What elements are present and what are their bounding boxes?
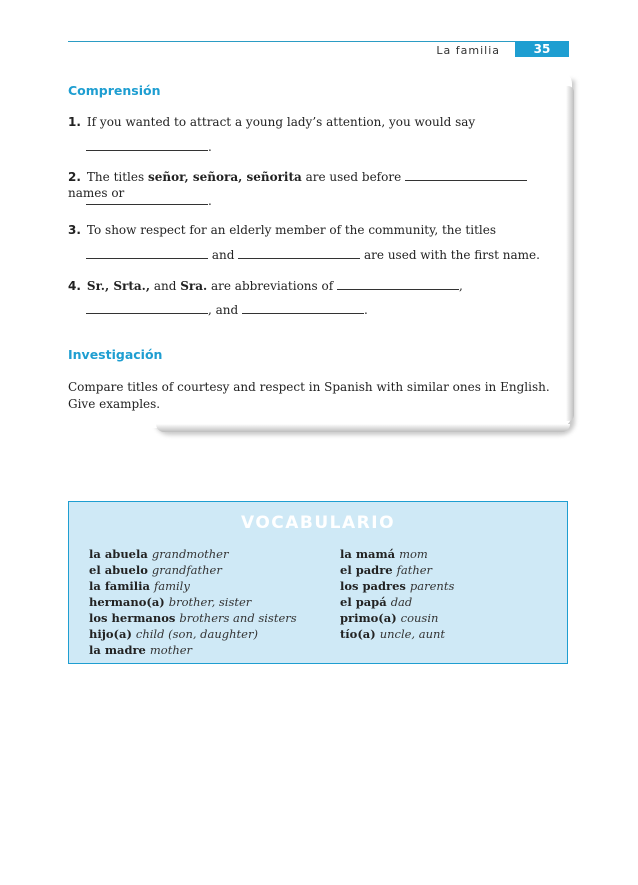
vocabulary-entry	[89, 642, 297, 658]
vocabulary-term: hermano(a)	[89, 595, 165, 609]
vocabulary-definition: family	[153, 579, 190, 593]
vocabulary-entry	[89, 594, 297, 610]
vocabulary-definition: mom	[399, 547, 428, 561]
question-4: 4. Sr., Srta., and Sra. are abbreviations of ,	[68, 279, 463, 293]
q4-answer-line: , and .	[86, 301, 368, 317]
q2-number: 2.	[68, 170, 81, 184]
q1-blank[interactable]	[86, 138, 208, 151]
card-edge-bottom	[156, 424, 570, 432]
vocabulary-definition: dad	[390, 595, 413, 609]
vocabulary-definition: uncle, aunt	[379, 627, 446, 641]
vocabulary-definition: father	[396, 563, 433, 577]
vocabulary-definition: grandmother	[151, 547, 229, 561]
vocabulary-term: tío(a)	[340, 627, 376, 641]
question-1	[68, 114, 568, 130]
vocabulary-entry	[340, 546, 454, 562]
vocabulary-definition: cousin	[400, 611, 439, 625]
q2-blank-2[interactable]	[86, 192, 208, 205]
q3-answer-line: and are used with the first name.	[86, 246, 540, 262]
vocabulary-entry	[340, 578, 454, 594]
vocabulary-term: el abuelo	[89, 563, 148, 577]
vocabulary-column-right	[340, 546, 454, 642]
vocabulary-definition: parents	[409, 579, 455, 593]
comprension-title: Comprensión	[68, 83, 161, 98]
vocabulary-entry	[340, 562, 454, 578]
vocabulary-definition: brothers and sisters	[179, 611, 297, 625]
q3-number: 3.	[68, 223, 81, 237]
q2-answer-line: .	[86, 192, 212, 208]
q4-blank-3[interactable]	[242, 301, 364, 314]
header-rule	[68, 41, 569, 42]
q1-number: 1.	[68, 115, 81, 129]
vocabulary-term: la madre	[89, 643, 146, 657]
vocabulary-term: primo(a)	[340, 611, 397, 625]
question-3: 3. To show respect for an elderly member of the community, the titles	[68, 223, 496, 237]
vocabulary-entry	[89, 610, 297, 626]
q3-blank-1[interactable]	[86, 246, 208, 259]
vocabulary-entry	[89, 578, 297, 594]
vocabulary-entry	[340, 610, 454, 626]
vocabulary-entry	[89, 546, 297, 562]
vocabulary-entry	[340, 594, 454, 610]
vocabulary-definition: brother, sister	[168, 595, 252, 609]
vocabulary-column-left	[89, 546, 297, 658]
q4-blank-1[interactable]	[337, 277, 459, 290]
vocabulary-definition: child (son, daughter)	[135, 627, 258, 641]
card-edge-right	[566, 86, 574, 421]
vocabulary-term: la mamá	[340, 547, 396, 561]
vocabulary-term: el padre	[340, 563, 393, 577]
question-2: 2. The titles señor, señora, señorita are used before names or	[68, 168, 568, 201]
vocabulary-entry	[89, 562, 297, 578]
investigacion-title: Investigación	[68, 347, 163, 362]
vocabulary-term: los padres	[340, 579, 406, 593]
vocabulary-term: hijo(a)	[89, 627, 132, 641]
q4-blank-2[interactable]	[86, 301, 208, 314]
vocabulary-term: los hermanos	[89, 611, 176, 625]
vocabulary-entry	[340, 626, 454, 642]
vocabulary-definition: grandfather	[151, 563, 222, 577]
q3-blank-2[interactable]	[238, 246, 360, 259]
q4-number: 4.	[68, 279, 81, 293]
vocabulary-definition: mother	[149, 643, 193, 657]
vocabulary-entry	[89, 626, 297, 642]
q2-blank-1[interactable]	[405, 168, 527, 181]
vocabulary-term: la abuela	[89, 547, 148, 561]
header-title: La familia	[436, 44, 500, 57]
q1-text: If you wanted to attract a young lady’s attention, you would say	[86, 115, 476, 129]
vocabulary-term: la familia	[89, 579, 150, 593]
vocabulary-box	[68, 501, 568, 664]
vocabulary-term: el papá	[340, 595, 387, 609]
vocabulary-title: VOCABULARIO	[240, 513, 396, 533]
q1-answer-line: .	[86, 138, 212, 154]
page-number: 35	[515, 41, 569, 57]
investigacion-text: Compare titles of courtesy and respect in Spanish with similar ones in English. Give examples.	[68, 380, 550, 411]
